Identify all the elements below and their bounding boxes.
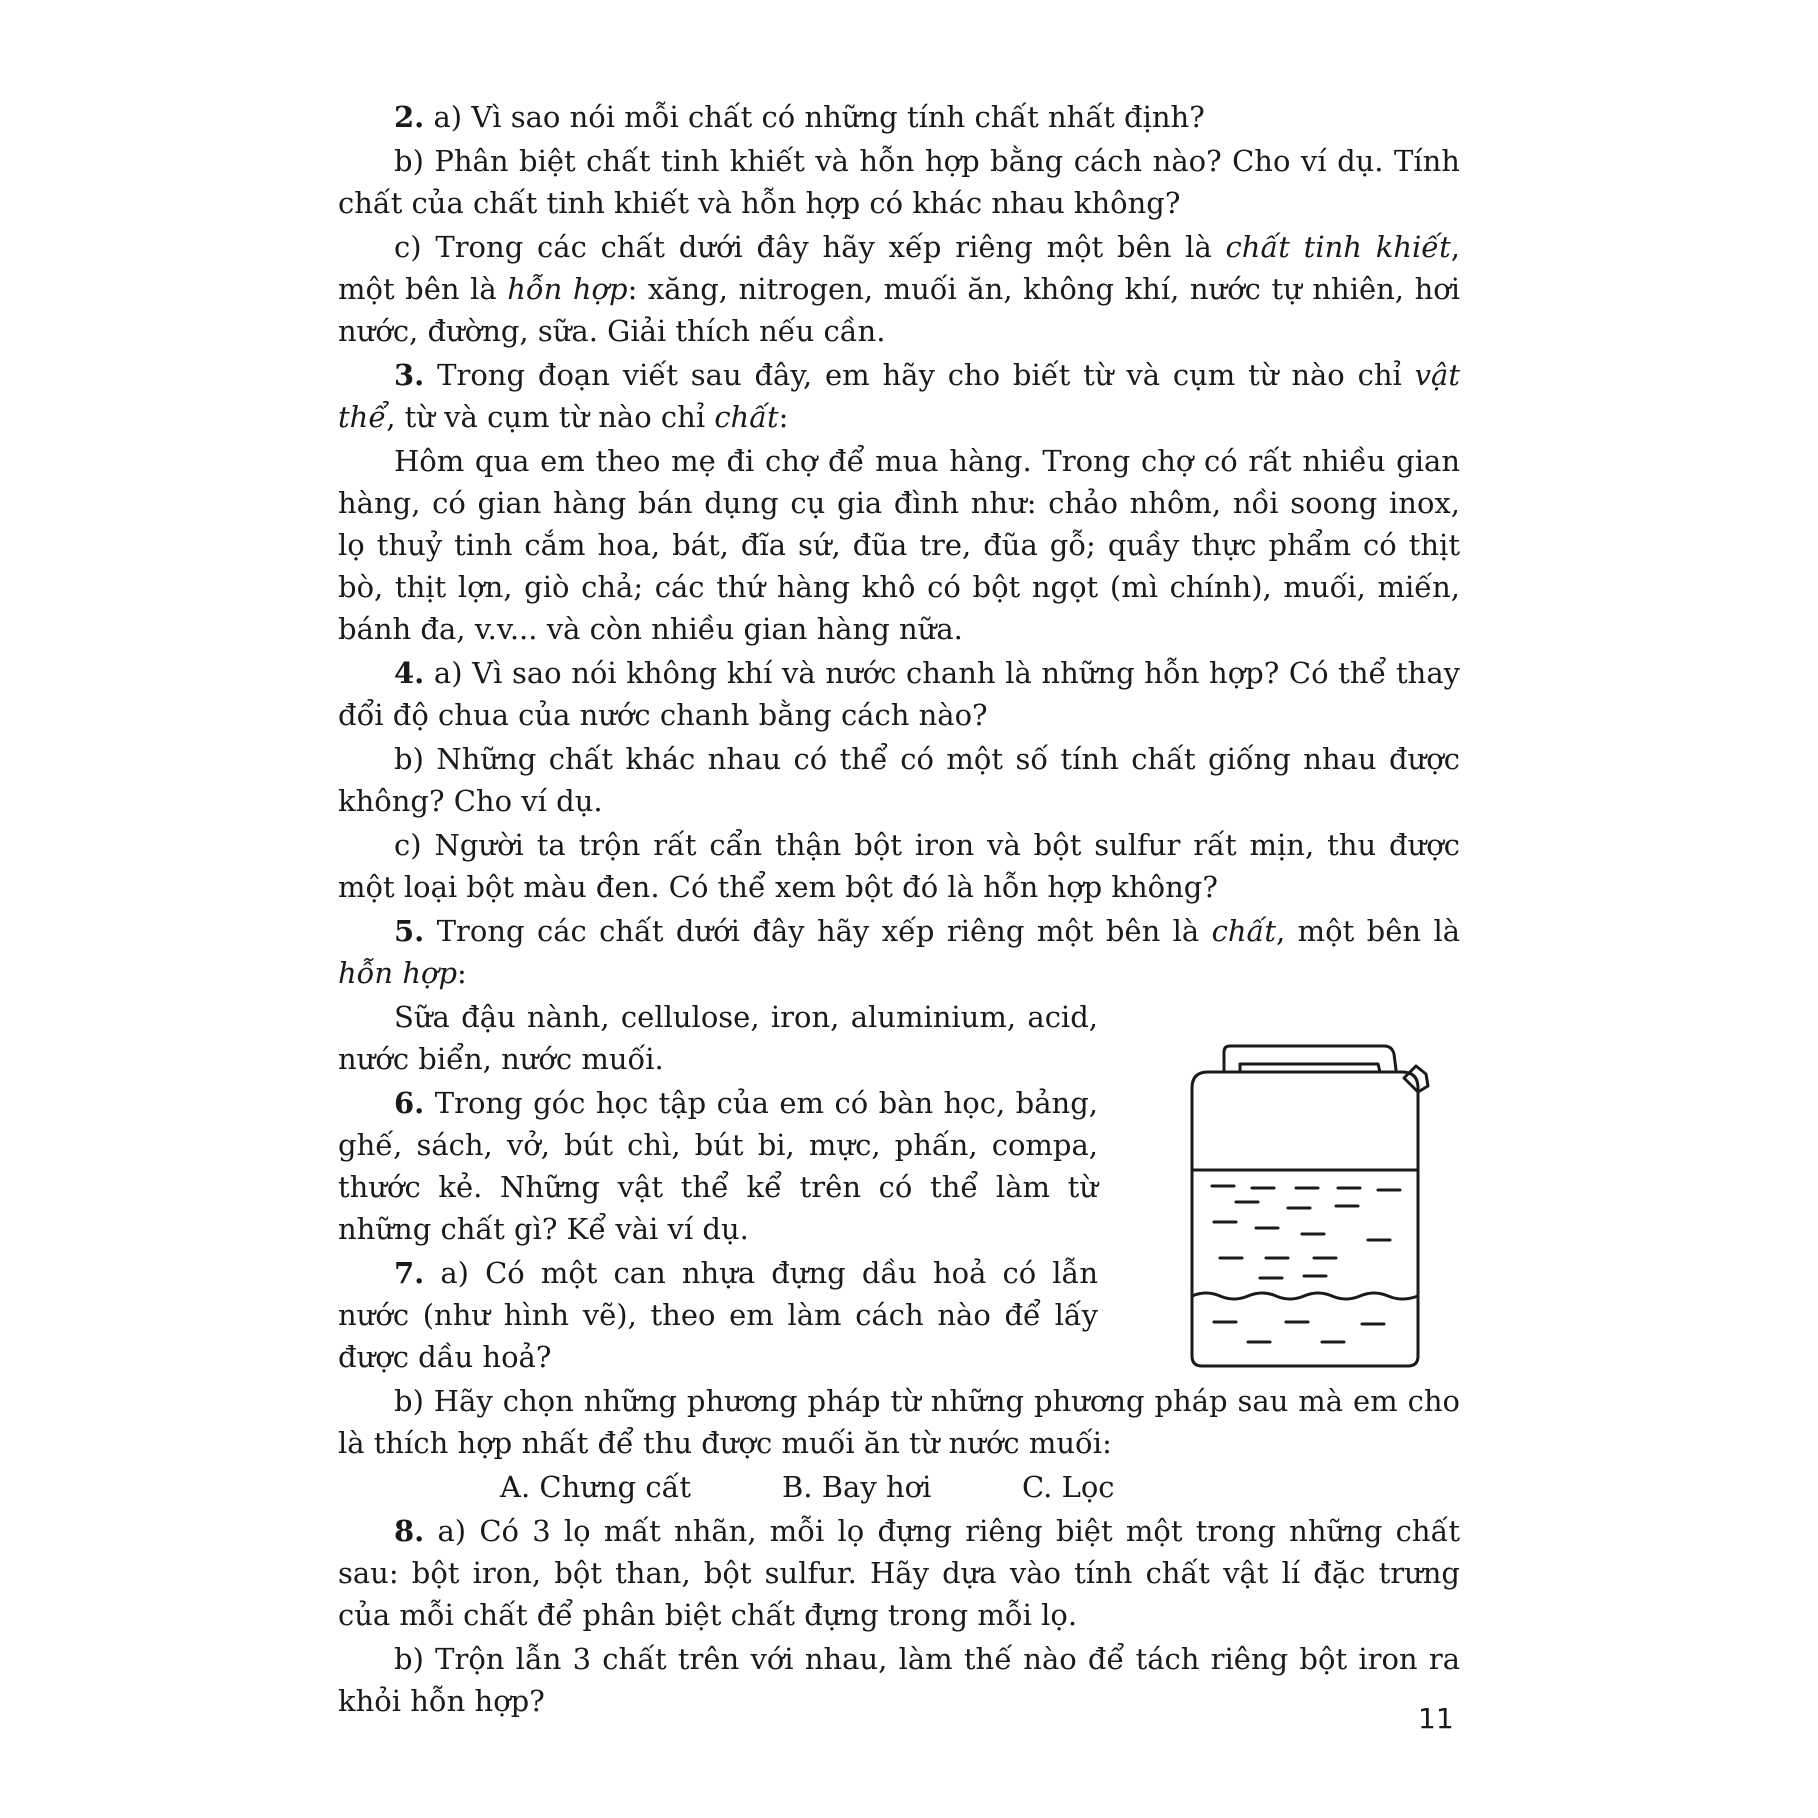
jerrycan-illustration [1178, 1040, 1448, 1370]
q7-choices [338, 1466, 1460, 1508]
page-number: 11 [1418, 1702, 1454, 1735]
q8-number: 8. [394, 1513, 425, 1548]
q3-prompt: 3. Trong đoạn viết sau đây, em hãy cho biết từ và cụm từ nào chỉ vật thể, từ và cụm từ nào chỉ chất: [338, 357, 1460, 434]
choice-b: B. Bay hơi [782, 1470, 932, 1504]
q8-b: b) Trộn lẫn 3 chất trên với nhau, làm thế nào để tách riêng bột iron ra khỏi hỗn hợp? [338, 1641, 1460, 1719]
q4-number: 4. [394, 656, 425, 691]
q5-prompt: 5. Trong các chất dưới đây hãy xếp riêng một bên là chất, một bên là hỗn hợp: [338, 913, 1461, 991]
q4-a: 4. a) Vì sao nói không khí và nước chanh là những hỗn hợp? Có thể thay đổi độ chua của nước chanh bằng cách nào? [338, 656, 1460, 733]
q5-list: Sữa đậu nành, cellulose, iron, aluminium, acid, nước biển, nước muối. [338, 999, 1098, 1076]
q2-c: c) Trong các chất dưới đây hãy xếp riêng một bên là chất tinh khiết, một bên là hỗn hợp: xăng, nitrogen, muối ăn, không khí, nước tự nhiên, hơi nước, đường, sữa. Giải thích nếu cần. [338, 229, 1460, 349]
q5-number: 5. [394, 913, 425, 948]
q2-a: 2. a) Vì sao nói mỗi chất có những tính chất nhất định? [394, 100, 1205, 134]
q3-number: 3. [394, 357, 425, 392]
q7-a: 7. a) Có một can nhựa đựng dầu hoả có lẫn nước (như hình vẽ), theo em làm cách nào để lấy được dầu hoả? [338, 1255, 1098, 1375]
q6-number: 6. [394, 1085, 425, 1120]
q4-b: b) Những chất khác nhau có thể có một số tính chất giống nhau được không? Cho ví dụ. [338, 742, 1460, 819]
q3-passage: Hôm qua em theo mẹ đi chợ để mua hàng. Trong chợ có rất nhiều gian hàng, có gian hàng bán dụng cụ gia đình như: chảo nhôm, nồi soong inox, lọ thuỷ tinh cắm hoa, bát, đĩa sứ, đũa tre, đũa gỗ; quầy thực phẩm có thịt bò, thịt lợn, giò chả; các thứ hàng khô có bột ngọt (mì chính), muối, miến, bánh đa, v.v... và còn nhiều gian hàng nữa. [338, 443, 1460, 647]
q2-b: b) Phân biệt chất tinh khiết và hỗn hợp bằng cách nào? Cho ví dụ. Tính chất của chất tinh khiết và hỗn hợp có khác nhau không? [338, 143, 1460, 220]
q7-number: 7. [394, 1255, 425, 1290]
q8-a: 8. a) Có 3 lọ mất nhãn, mỗi lọ đựng riêng biệt một trong những chất sau: bột iron, bột than, bột sulfur. Hãy dựa vào tính chất vật lí đặc trưng của mỗi chất để phân biệt chất đựng trong mỗi lọ. [338, 1513, 1460, 1633]
q6-text: 6. Trong góc học tập của em có bàn học, bảng, ghế, sách, vở, bút chì, bút bi, mực, phấn, compa, thước kẻ. Những vật thể kể trên có thể làm từ những chất gì? Kể vài ví dụ. [338, 1085, 1098, 1247]
choice-a: A. Chưng cất [500, 1470, 692, 1504]
exercise-text [338, 96, 1460, 1724]
choice-c: C. Lọc [1022, 1470, 1115, 1504]
q7-b: b) Hãy chọn những phương pháp từ những phương pháp sau mà em cho là thích hợp nhất để thu được muối ăn từ nước muối: [338, 1384, 1460, 1461]
q4-c: c) Người ta trộn rất cẩn thận bột iron và bột sulfur rất mịn, thu được một loại bột màu đen. Có thể xem bột đó là hỗn hợp không? [338, 827, 1460, 905]
q2-number: 2. [394, 100, 425, 134]
